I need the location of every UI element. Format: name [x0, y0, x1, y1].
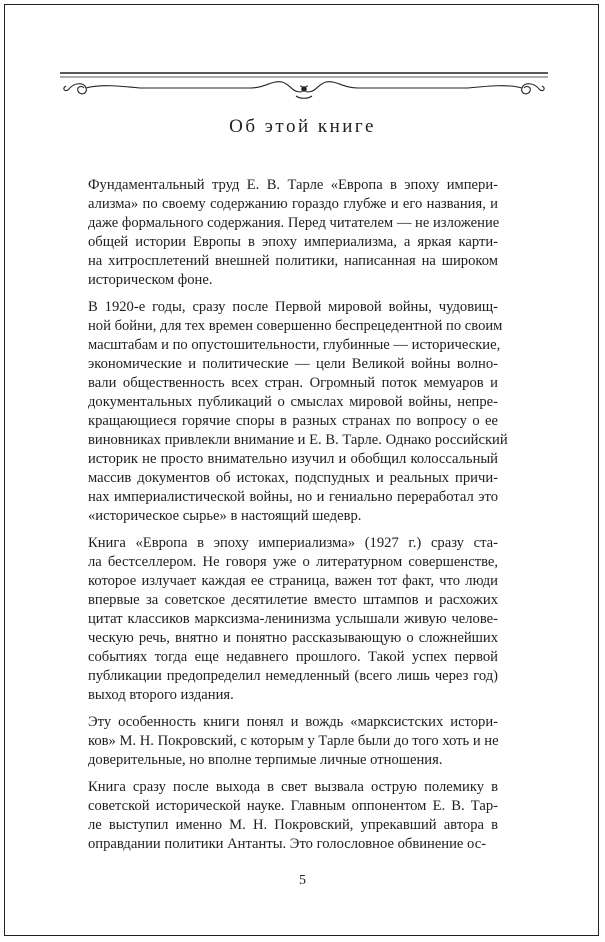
text-line: оправдании политики Антанты. Это голословное обвинение ос-	[88, 836, 487, 852]
text-line: «историческое сырье» в настоящий шедевр.	[88, 508, 362, 524]
page-number: 5	[299, 873, 306, 888]
text-line: ла бестселлером. Не говоря уже о литературном совершенстве,	[88, 554, 498, 570]
text-line: выход второго издания.	[88, 687, 234, 703]
paragraph	[88, 778, 498, 854]
text-line: ной бойни, для тех времен совершенно беспрецедентной по своим	[88, 318, 503, 334]
text-line: публикации предопределил немедленный (всего лишь через год)	[88, 668, 498, 684]
body-text	[88, 176, 508, 862]
text-line: цитат классиков марксизма-ленинизма услышали живую челове-	[88, 611, 498, 627]
text-line: документальных публикаций о смыслах мировой войны, непре-	[88, 394, 498, 410]
text-line: общей истории Европы в эпоху империализма, а яркая карти-	[88, 234, 498, 250]
text-line: массив документов об истоках, подспудных и реальных причи-	[88, 470, 498, 486]
text-line: Книга сразу после выхода в свет вызвала острую полемику в	[88, 779, 498, 795]
text-line: впервые за советское десятилетие вместо штампов и расхожих	[88, 592, 498, 608]
text-line: ков» М. Н. Покровский, с которым у Тарле были до того хоть и не	[88, 733, 499, 749]
text-line: виновниках привлекли внимание и Е. В. Тарле. Однако российский	[88, 432, 508, 448]
text-line: доверительные, но вполне терпимые личные отношения.	[88, 752, 443, 768]
text-line: которое излучает каждая ее страница, важен тот факт, что люди	[88, 573, 498, 589]
text-line: кращающиеся горячие споры в разных странах по вопросу о ее	[88, 413, 498, 429]
text-line: Эту особенность книги понял и вождь «марксистских истори-	[88, 714, 498, 730]
paragraph	[88, 534, 498, 705]
text-line: Книга «Европа в эпоху империализма» (1927 г.) сразу ста-	[88, 535, 498, 551]
paragraph	[88, 176, 498, 290]
text-line: на хитросплетений внешней политики, написанная на широком	[88, 253, 498, 269]
text-line: экономические и политические — цели Великой войны волно-	[88, 356, 498, 372]
text-line: событиях тогда еще недавнего прошлого. Такой успех первой	[88, 649, 498, 665]
text-line: вали общественность всех стран. Огромный поток мемуаров и	[88, 375, 498, 391]
text-line: Фундаментальный труд Е. В. Тарле «Европа в эпоху импери-	[88, 177, 498, 193]
page-title: Об этой книге	[229, 116, 376, 137]
text-line: нах империалистической войны, но и гениально переработал это	[88, 489, 498, 505]
text-line: историческом фоне.	[88, 272, 213, 288]
text-line: ле выступил именно М. Н. Покровский, упрекавший автора в	[88, 817, 498, 833]
paragraph	[88, 298, 508, 526]
text-line: даже формального содержания. Перед читателем — не изложение	[88, 215, 500, 231]
text-line: советской исторической науке. Главным оппонентом Е. В. Тар-	[88, 798, 498, 814]
paragraph	[88, 713, 498, 770]
text-line: масштабам и по опустошительности, глубинные — исторические,	[88, 337, 501, 353]
decorative-rule-icon	[60, 70, 548, 100]
text-line: В 1920-е годы, сразу после Первой мировой войны, чудовищ-	[88, 299, 498, 315]
text-line: ческую речь, внятно и понятно рассказывающую о сложнейших	[88, 630, 498, 646]
text-line: ализма» по своему содержанию гораздо глубже и его названия, и	[88, 196, 498, 212]
text-line: историк не просто внимательно изучил и обобщил колоссальный	[88, 451, 498, 467]
